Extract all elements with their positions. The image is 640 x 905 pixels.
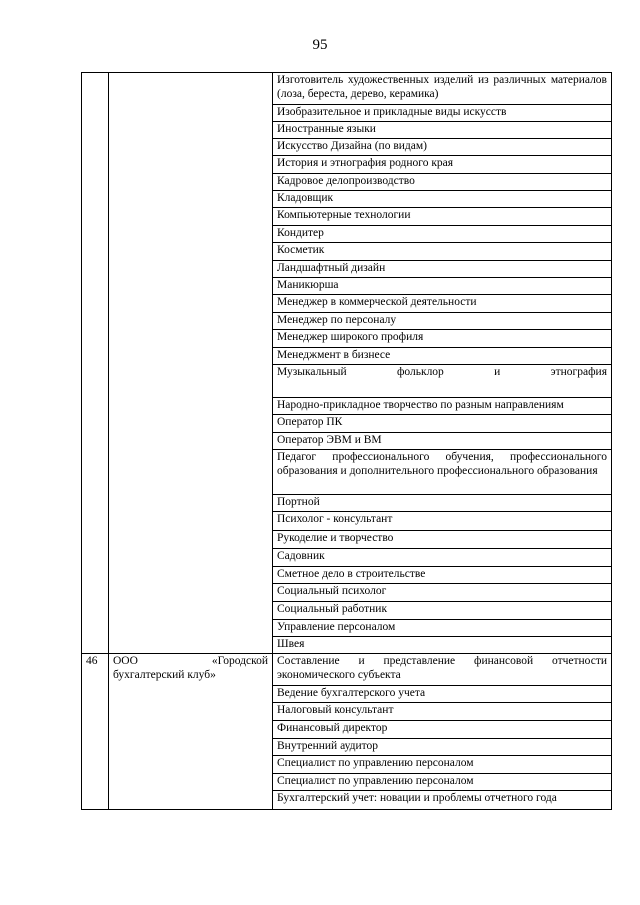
course-name: Бухгалтерский учет: новации и проблемы отчетного года	[273, 791, 612, 810]
course-name: Иностранные языки	[273, 122, 612, 139]
course-name: Социальный психолог	[273, 584, 612, 602]
course-name: Музыкальный фольклор и этнография	[273, 365, 612, 398]
course-name: Изобразительное и прикладные виды искусств	[273, 105, 612, 122]
course-name: Компьютерные технологии	[273, 208, 612, 226]
entry-number	[82, 73, 109, 654]
course-name: Народно-прикладное творчество по разным направлениям	[273, 398, 612, 415]
organization-name-part: бухгалтерский клуб»	[113, 668, 216, 681]
course-name: Менеджер по персоналу	[273, 313, 612, 330]
organization-name-part: ООО	[113, 655, 138, 667]
entry-number: 46	[82, 654, 109, 810]
course-name: Рукоделие и творчество	[273, 531, 612, 549]
course-name: Изготовитель художественных изделий из различных материалов (лоза, береста, дерево, керамика)	[273, 73, 612, 105]
table-row	[82, 654, 612, 686]
course-name: Ведение бухгалтерского учета	[273, 686, 612, 703]
course-name: Оператор ЭВМ и ВМ	[273, 433, 612, 450]
course-name: Специалист по управлению персоналом	[273, 774, 612, 791]
course-name: Специалист по управлению персоналом	[273, 756, 612, 774]
course-name: Управление персоналом	[273, 620, 612, 637]
course-name: Финансовый директор	[273, 721, 612, 739]
course-name: Психолог - консультант	[273, 512, 612, 531]
organization-name	[109, 73, 273, 654]
table-row	[82, 73, 612, 105]
page-number: 95	[312, 37, 328, 53]
organization-name	[109, 654, 273, 810]
course-name: Менеджмент в бизнесе	[273, 348, 612, 365]
course-name: Социальный работник	[273, 602, 612, 620]
course-name: Оператор ПК	[273, 415, 612, 433]
course-name: Педагог профессионального обучения, профессионального образования и дополнительного профессионального образования	[273, 450, 612, 495]
course-name: Составление и представление финансовой отчетности экономического субъекта	[273, 654, 612, 686]
course-name: Кондитер	[273, 226, 612, 243]
course-name: Сметное дело в строительстве	[273, 567, 612, 584]
course-name: Кадровое делопроизводство	[273, 174, 612, 191]
course-name: Менеджер широкого профиля	[273, 330, 612, 348]
course-name: Косметик	[273, 243, 612, 261]
course-name: Садовник	[273, 549, 612, 567]
course-table	[81, 72, 612, 810]
course-name: Швея	[273, 637, 612, 654]
course-name: Внутренний аудитор	[273, 739, 612, 756]
course-name: Портной	[273, 495, 612, 512]
course-name: Менеджер в коммерческой деятельности	[273, 295, 612, 313]
course-name: Кладовщик	[273, 191, 612, 208]
course-name: Ландшафтный дизайн	[273, 261, 612, 278]
course-name: Искусство Дизайна (по видам)	[273, 139, 612, 156]
organization-name-part: «Городской	[211, 655, 268, 667]
course-name: Налоговый консультант	[273, 703, 612, 721]
course-name: Маникюрша	[273, 278, 612, 295]
course-name: История и этнография родного края	[273, 156, 612, 174]
